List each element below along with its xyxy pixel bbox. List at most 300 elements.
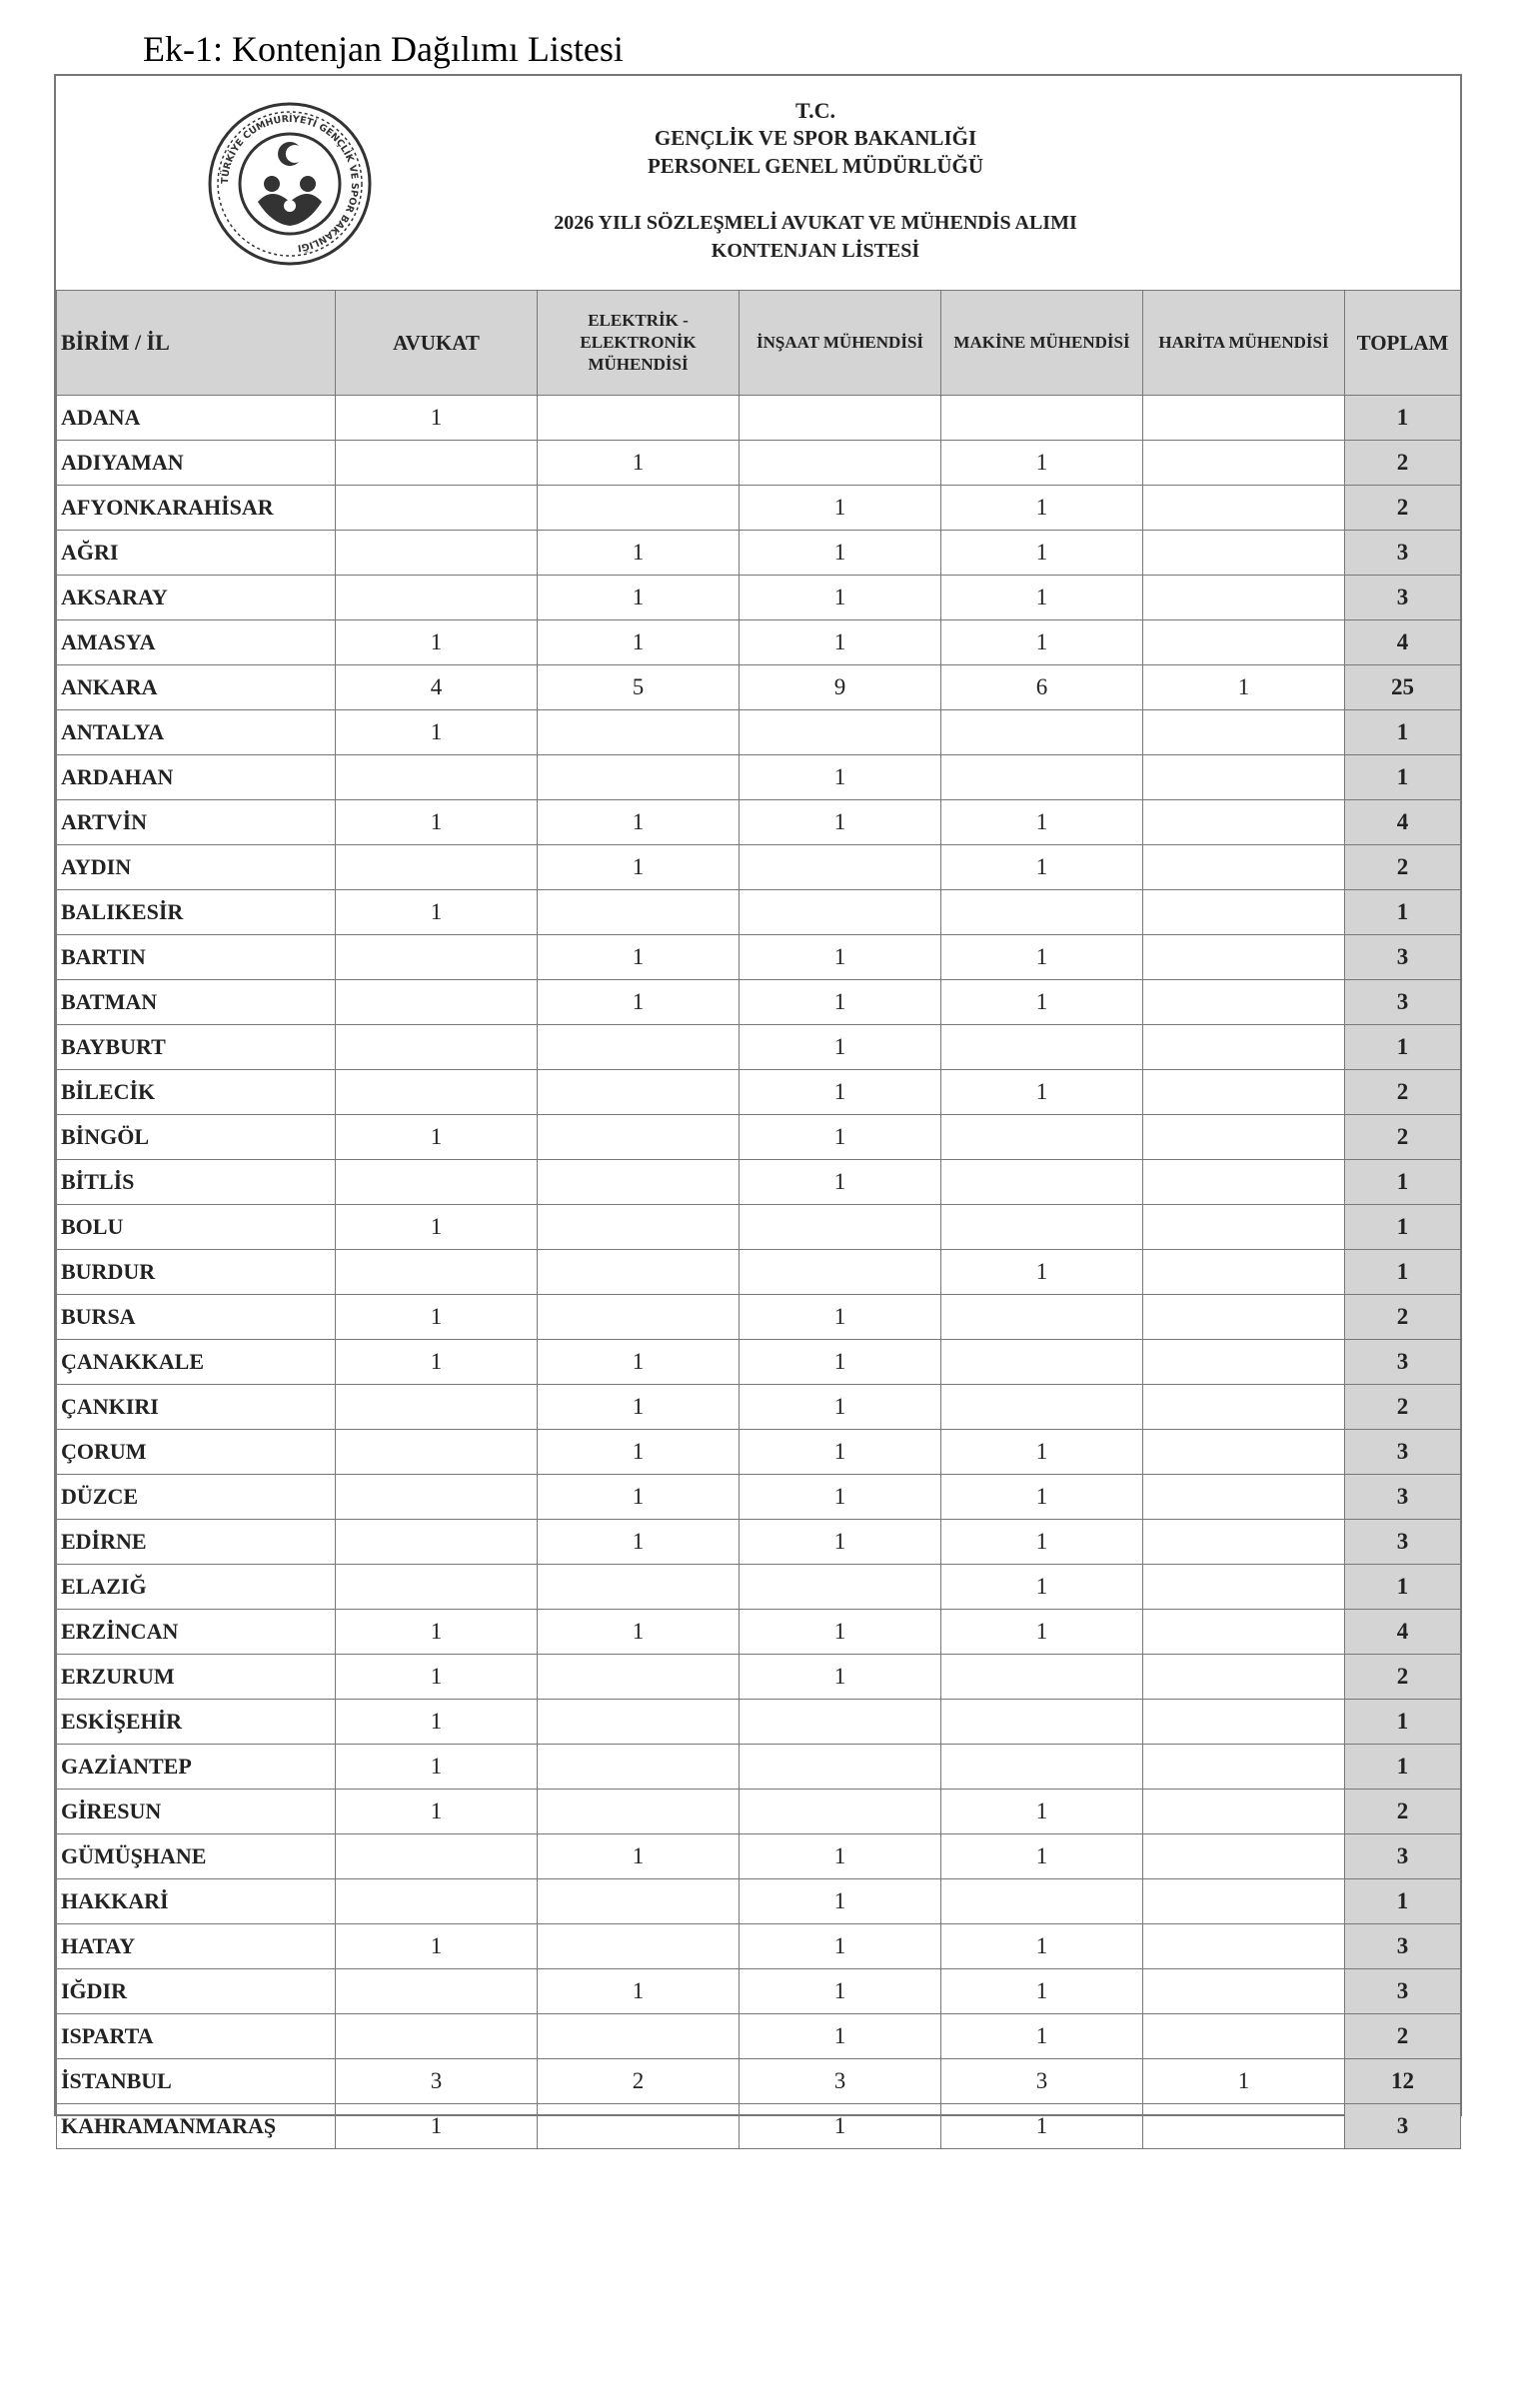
cell-insaat: 1 xyxy=(740,1070,941,1115)
cell-elektrik xyxy=(538,1295,740,1340)
cell-toplam: 3 xyxy=(1345,531,1461,576)
cell-insaat xyxy=(740,845,941,890)
cell-toplam: 3 xyxy=(1345,1340,1461,1385)
cell-harita xyxy=(1143,1340,1345,1385)
cell-elektrik xyxy=(538,1160,740,1205)
table-row xyxy=(57,1969,1461,2014)
cell-harita xyxy=(1143,1115,1345,1160)
cell-avukat: 1 xyxy=(336,396,538,441)
cell-makine xyxy=(941,1115,1143,1160)
cell-insaat xyxy=(740,1745,941,1790)
cell-harita xyxy=(1143,1430,1345,1475)
cell-makine: 3 xyxy=(941,2059,1143,2104)
ministry-seal-icon xyxy=(208,102,372,266)
cell-harita xyxy=(1143,396,1345,441)
table-row xyxy=(57,845,1461,890)
table-row xyxy=(57,800,1461,845)
document-header xyxy=(56,76,1460,292)
cell-birim: BURSA xyxy=(57,1295,336,1340)
cell-birim: AYDIN xyxy=(57,845,336,890)
cell-insaat: 1 xyxy=(740,2104,941,2149)
table-body xyxy=(57,396,1461,2149)
cell-toplam: 2 xyxy=(1345,1655,1461,1700)
cell-harita xyxy=(1143,1070,1345,1115)
cell-avukat: 1 xyxy=(336,1655,538,1700)
cell-insaat xyxy=(740,441,941,486)
cell-toplam: 2 xyxy=(1345,1790,1461,1834)
cell-harita xyxy=(1143,1745,1345,1790)
cell-insaat: 3 xyxy=(740,2059,941,2104)
table-row xyxy=(57,935,1461,980)
cell-harita: 1 xyxy=(1143,665,1345,710)
table-row xyxy=(57,1924,1461,1969)
cell-toplam: 1 xyxy=(1345,1879,1461,1924)
cell-birim: ANKARA xyxy=(57,665,336,710)
cell-makine: 1 xyxy=(941,2014,1143,2059)
table-row xyxy=(57,486,1461,531)
cell-makine: 1 xyxy=(941,576,1143,620)
cell-insaat xyxy=(740,396,941,441)
cell-harita xyxy=(1143,935,1345,980)
cell-elektrik: 1 xyxy=(538,1475,740,1520)
cell-elektrik xyxy=(538,1025,740,1070)
cell-harita xyxy=(1143,1924,1345,1969)
cell-insaat xyxy=(740,1790,941,1834)
cell-birim: IĞDIR xyxy=(57,1969,336,2014)
cell-toplam: 3 xyxy=(1345,935,1461,980)
cell-elektrik xyxy=(538,396,740,441)
cell-harita xyxy=(1143,755,1345,800)
cell-toplam: 4 xyxy=(1345,620,1461,665)
cell-birim: BATMAN xyxy=(57,980,336,1025)
cell-elektrik xyxy=(538,1924,740,1969)
table-row xyxy=(57,1790,1461,1834)
cell-avukat: 1 xyxy=(336,710,538,755)
cell-makine xyxy=(941,1745,1143,1790)
table-row xyxy=(57,980,1461,1025)
cell-birim: AĞRI xyxy=(57,531,336,576)
cell-avukat: 3 xyxy=(336,2059,538,2104)
cell-insaat: 1 xyxy=(740,620,941,665)
cell-harita xyxy=(1143,1205,1345,1250)
cell-birim: AFYONKARAHİSAR xyxy=(57,486,336,531)
cell-toplam: 3 xyxy=(1345,1520,1461,1565)
cell-birim: ESKİŞEHİR xyxy=(57,1700,336,1745)
cell-insaat: 1 xyxy=(740,1520,941,1565)
cell-birim: AKSARAY xyxy=(57,576,336,620)
cell-toplam: 2 xyxy=(1345,1115,1461,1160)
column-header-harita: HARİTA MÜHENDİSİ xyxy=(1143,291,1345,396)
cell-makine xyxy=(941,1205,1143,1250)
cell-avukat xyxy=(336,845,538,890)
cell-harita xyxy=(1143,1565,1345,1610)
cell-harita xyxy=(1143,1610,1345,1655)
cell-elektrik: 1 xyxy=(538,845,740,890)
cell-toplam: 4 xyxy=(1345,800,1461,845)
cell-makine: 1 xyxy=(941,486,1143,531)
cell-birim: EDİRNE xyxy=(57,1520,336,1565)
cell-harita xyxy=(1143,576,1345,620)
cell-elektrik xyxy=(538,890,740,935)
cell-elektrik xyxy=(538,1700,740,1745)
cell-elektrik xyxy=(538,1745,740,1790)
cell-elektrik: 1 xyxy=(538,1385,740,1430)
cell-makine: 1 xyxy=(941,1565,1143,1610)
table-row xyxy=(57,1565,1461,1610)
cell-toplam: 3 xyxy=(1345,1430,1461,1475)
cell-harita xyxy=(1143,1879,1345,1924)
cell-harita xyxy=(1143,1385,1345,1430)
cell-harita xyxy=(1143,1475,1345,1520)
cell-toplam: 2 xyxy=(1345,441,1461,486)
cell-insaat: 1 xyxy=(740,1879,941,1924)
table-row xyxy=(57,441,1461,486)
cell-makine: 1 xyxy=(941,1610,1143,1655)
cell-makine: 6 xyxy=(941,665,1143,710)
cell-avukat: 1 xyxy=(336,2104,538,2149)
cell-toplam: 1 xyxy=(1345,1745,1461,1790)
cell-elektrik xyxy=(538,1565,740,1610)
cell-elektrik: 1 xyxy=(538,1430,740,1475)
cell-toplam: 12 xyxy=(1345,2059,1461,2104)
cell-elektrik: 1 xyxy=(538,441,740,486)
table-row xyxy=(57,890,1461,935)
cell-harita xyxy=(1143,710,1345,755)
cell-makine: 1 xyxy=(941,1924,1143,1969)
cell-avukat: 1 xyxy=(336,1700,538,1745)
cell-birim: ISPARTA xyxy=(57,2014,336,2059)
cell-birim: ARTVİN xyxy=(57,800,336,845)
cell-makine: 1 xyxy=(941,1070,1143,1115)
cell-toplam: 3 xyxy=(1345,980,1461,1025)
table-row xyxy=(57,710,1461,755)
cell-harita xyxy=(1143,1969,1345,2014)
table-row xyxy=(57,1250,1461,1295)
cell-makine: 1 xyxy=(941,1475,1143,1520)
cell-avukat xyxy=(336,1565,538,1610)
cell-insaat: 1 xyxy=(740,576,941,620)
cell-birim: DÜZCE xyxy=(57,1475,336,1520)
table-row xyxy=(57,1745,1461,1790)
cell-insaat: 1 xyxy=(740,1160,941,1205)
cell-insaat: 1 xyxy=(740,1969,941,2014)
cell-makine: 1 xyxy=(941,1250,1143,1295)
cell-toplam: 1 xyxy=(1345,1025,1461,1070)
column-header-insaat: İNŞAAT MÜHENDİSİ xyxy=(740,291,941,396)
cell-birim: BİLECİK xyxy=(57,1070,336,1115)
cell-makine xyxy=(941,1700,1143,1745)
table-row xyxy=(57,1610,1461,1655)
cell-avukat xyxy=(336,1969,538,2014)
cell-insaat: 1 xyxy=(740,1385,941,1430)
cell-makine: 1 xyxy=(941,1834,1143,1879)
cell-birim: BİNGÖL xyxy=(57,1115,336,1160)
cell-elektrik: 1 xyxy=(538,576,740,620)
cell-insaat: 1 xyxy=(740,935,941,980)
cell-birim: BARTIN xyxy=(57,935,336,980)
cell-avukat xyxy=(336,1834,538,1879)
cell-birim: HAKKARİ xyxy=(57,1879,336,1924)
cell-avukat xyxy=(336,1070,538,1115)
cell-birim: ERZURUM xyxy=(57,1655,336,1700)
cell-birim: GAZİANTEP xyxy=(57,1745,336,1790)
cell-elektrik xyxy=(538,1655,740,1700)
cell-makine: 1 xyxy=(941,1969,1143,2014)
cell-makine xyxy=(941,710,1143,755)
cell-birim: ÇANAKKALE xyxy=(57,1340,336,1385)
cell-avukat xyxy=(336,1160,538,1205)
cell-avukat: 1 xyxy=(336,620,538,665)
page-title: Ek-1: Kontenjan Dağılımı Listesi xyxy=(143,29,624,69)
cell-insaat: 1 xyxy=(740,1655,941,1700)
cell-toplam: 1 xyxy=(1345,890,1461,935)
cell-avukat xyxy=(336,755,538,800)
table-row xyxy=(57,1430,1461,1475)
table-row xyxy=(57,755,1461,800)
cell-insaat: 1 xyxy=(740,1924,941,1969)
cell-makine xyxy=(941,890,1143,935)
cell-makine: 1 xyxy=(941,2104,1143,2149)
cell-elektrik: 1 xyxy=(538,531,740,576)
cell-elektrik xyxy=(538,1879,740,1924)
cell-birim: BİTLİS xyxy=(57,1160,336,1205)
cell-elektrik xyxy=(538,1115,740,1160)
header-directorate: PERSONEL GENEL MÜDÜRLÜĞÜ xyxy=(647,154,984,178)
cell-harita xyxy=(1143,486,1345,531)
table-row xyxy=(57,2014,1461,2059)
cell-elektrik: 2 xyxy=(538,2059,740,2104)
cell-insaat xyxy=(740,1205,941,1250)
cell-makine xyxy=(941,1160,1143,1205)
cell-avukat: 4 xyxy=(336,665,538,710)
cell-elektrik: 1 xyxy=(538,620,740,665)
cell-insaat: 1 xyxy=(740,980,941,1025)
cell-makine: 1 xyxy=(941,1430,1143,1475)
cell-avukat xyxy=(336,531,538,576)
cell-insaat: 1 xyxy=(740,486,941,531)
cell-toplam: 1 xyxy=(1345,396,1461,441)
cell-elektrik: 1 xyxy=(538,800,740,845)
cell-harita xyxy=(1143,1655,1345,1700)
cell-avukat xyxy=(336,1385,538,1430)
cell-insaat xyxy=(740,1250,941,1295)
cell-elektrik xyxy=(538,710,740,755)
cell-avukat xyxy=(336,1250,538,1295)
cell-insaat: 1 xyxy=(740,800,941,845)
cell-harita xyxy=(1143,620,1345,665)
table-row xyxy=(57,665,1461,710)
table-row xyxy=(57,1115,1461,1160)
cell-avukat xyxy=(336,1879,538,1924)
cell-harita xyxy=(1143,1834,1345,1879)
cell-toplam: 1 xyxy=(1345,1700,1461,1745)
cell-toplam: 1 xyxy=(1345,1160,1461,1205)
cell-avukat: 1 xyxy=(336,800,538,845)
cell-birim: AMASYA xyxy=(57,620,336,665)
cell-harita xyxy=(1143,2014,1345,2059)
cell-harita xyxy=(1143,1025,1345,1070)
cell-insaat: 1 xyxy=(740,1475,941,1520)
cell-elektrik xyxy=(538,1790,740,1834)
cell-harita xyxy=(1143,845,1345,890)
column-header-elektrik: ELEKTRİK - ELEKTRONİK MÜHENDİSİ xyxy=(538,291,740,396)
cell-makine: 1 xyxy=(941,1520,1143,1565)
cell-makine: 1 xyxy=(941,1790,1143,1834)
cell-birim: ÇANKIRI xyxy=(57,1385,336,1430)
table-row xyxy=(57,1879,1461,1924)
table-header-row xyxy=(57,291,1461,396)
cell-insaat xyxy=(740,890,941,935)
cell-toplam: 2 xyxy=(1345,486,1461,531)
cell-elektrik xyxy=(538,1205,740,1250)
cell-makine xyxy=(941,1385,1143,1430)
cell-insaat: 1 xyxy=(740,1610,941,1655)
cell-birim: KAHRAMANMARAŞ xyxy=(57,2104,336,2149)
cell-insaat: 1 xyxy=(740,1834,941,1879)
table-row xyxy=(57,1385,1461,1430)
cell-birim: GİRESUN xyxy=(57,1790,336,1834)
cell-makine xyxy=(941,396,1143,441)
cell-avukat xyxy=(336,576,538,620)
cell-makine: 1 xyxy=(941,800,1143,845)
cell-makine xyxy=(941,1879,1143,1924)
header-ministry: GENÇLİK VE SPOR BAKANLIĞI xyxy=(654,126,977,150)
cell-birim: BOLU xyxy=(57,1205,336,1250)
cell-insaat: 1 xyxy=(740,755,941,800)
cell-toplam: 3 xyxy=(1345,1924,1461,1969)
cell-toplam: 2 xyxy=(1345,2014,1461,2059)
cell-toplam: 3 xyxy=(1345,1834,1461,1879)
cell-harita xyxy=(1143,531,1345,576)
cell-birim: ADIYAMAN xyxy=(57,441,336,486)
cell-birim: GÜMÜŞHANE xyxy=(57,1834,336,1879)
cell-birim: ERZİNCAN xyxy=(57,1610,336,1655)
cell-toplam: 3 xyxy=(1345,2104,1461,2149)
table-row xyxy=(57,1160,1461,1205)
table-row xyxy=(57,1340,1461,1385)
table-row xyxy=(57,1475,1461,1520)
cell-makine: 1 xyxy=(941,531,1143,576)
cell-elektrik xyxy=(538,486,740,531)
table-row xyxy=(57,1295,1461,1340)
table-row xyxy=(57,576,1461,620)
cell-avukat xyxy=(336,2014,538,2059)
cell-elektrik: 5 xyxy=(538,665,740,710)
cell-avukat: 1 xyxy=(336,890,538,935)
table-row xyxy=(57,531,1461,576)
table-row xyxy=(57,2059,1461,2104)
cell-makine xyxy=(941,1655,1143,1700)
cell-avukat: 1 xyxy=(336,1205,538,1250)
cell-harita xyxy=(1143,1520,1345,1565)
cell-toplam: 3 xyxy=(1345,1475,1461,1520)
cell-avukat: 1 xyxy=(336,1295,538,1340)
table-row xyxy=(57,396,1461,441)
cell-toplam: 1 xyxy=(1345,1250,1461,1295)
cell-elektrik: 1 xyxy=(538,1969,740,2014)
cell-harita: 1 xyxy=(1143,2059,1345,2104)
cell-insaat: 1 xyxy=(740,1295,941,1340)
cell-insaat: 1 xyxy=(740,1025,941,1070)
cell-toplam: 2 xyxy=(1345,845,1461,890)
table-row xyxy=(57,1025,1461,1070)
cell-toplam: 1 xyxy=(1345,755,1461,800)
cell-toplam: 2 xyxy=(1345,1385,1461,1430)
cell-toplam: 3 xyxy=(1345,1969,1461,2014)
cell-elektrik: 1 xyxy=(538,980,740,1025)
cell-avukat: 1 xyxy=(336,1745,538,1790)
cell-birim: ADANA xyxy=(57,396,336,441)
cell-insaat xyxy=(740,1700,941,1745)
header-tc: T.C. xyxy=(795,98,835,123)
cell-makine: 1 xyxy=(941,845,1143,890)
table-row xyxy=(57,1205,1461,1250)
cell-harita xyxy=(1143,1790,1345,1834)
column-header-avukat: AVUKAT xyxy=(336,291,538,396)
table-row xyxy=(57,620,1461,665)
header-announcement: 2026 YILI SÖZLEŞMELİ AVUKAT VE MÜHENDİS ALIMI xyxy=(554,212,1077,234)
cell-elektrik xyxy=(538,1070,740,1115)
cell-toplam: 2 xyxy=(1345,1070,1461,1115)
table-row xyxy=(57,2104,1461,2149)
column-header-toplam: TOPLAM xyxy=(1345,291,1461,396)
cell-makine: 1 xyxy=(941,980,1143,1025)
cell-insaat: 1 xyxy=(740,1115,941,1160)
table-row xyxy=(57,1655,1461,1700)
cell-avukat xyxy=(336,486,538,531)
cell-makine: 1 xyxy=(941,620,1143,665)
cell-toplam: 1 xyxy=(1345,710,1461,755)
cell-toplam: 25 xyxy=(1345,665,1461,710)
header-list-title: KONTENJAN LİSTESİ xyxy=(711,240,920,262)
cell-insaat: 9 xyxy=(740,665,941,710)
table-row xyxy=(57,1834,1461,1879)
cell-elektrik xyxy=(538,2014,740,2059)
table-row xyxy=(57,1070,1461,1115)
cell-toplam: 1 xyxy=(1345,1565,1461,1610)
cell-elektrik: 1 xyxy=(538,1340,740,1385)
cell-insaat xyxy=(740,710,941,755)
cell-insaat: 1 xyxy=(740,531,941,576)
cell-elektrik: 1 xyxy=(538,935,740,980)
cell-harita xyxy=(1143,2104,1345,2149)
cell-birim: ARDAHAN xyxy=(57,755,336,800)
cell-toplam: 4 xyxy=(1345,1610,1461,1655)
cell-birim: BURDUR xyxy=(57,1250,336,1295)
cell-birim: HATAY xyxy=(57,1924,336,1969)
cell-elektrik: 1 xyxy=(538,1610,740,1655)
cell-harita xyxy=(1143,441,1345,486)
cell-harita xyxy=(1143,1250,1345,1295)
cell-avukat xyxy=(336,1025,538,1070)
cell-harita xyxy=(1143,1160,1345,1205)
cell-birim: İSTANBUL xyxy=(57,2059,336,2104)
seal-ring-text: TÜRKİYE CUMHURİYETİ GENÇLİK VE SPOR BAKANLIĞI xyxy=(219,113,361,254)
cell-birim: BAYBURT xyxy=(57,1025,336,1070)
cell-harita xyxy=(1143,1295,1345,1340)
cell-harita xyxy=(1143,980,1345,1025)
cell-elektrik: 1 xyxy=(538,1834,740,1879)
cell-insaat: 1 xyxy=(740,2014,941,2059)
cell-avukat: 1 xyxy=(336,1924,538,1969)
cell-elektrik xyxy=(538,2104,740,2149)
cell-avukat: 1 xyxy=(336,1610,538,1655)
cell-makine xyxy=(941,1340,1143,1385)
cell-harita xyxy=(1143,890,1345,935)
cell-avukat: 1 xyxy=(336,1790,538,1834)
cell-birim: BALIKESİR xyxy=(57,890,336,935)
document-frame xyxy=(54,74,1462,2138)
